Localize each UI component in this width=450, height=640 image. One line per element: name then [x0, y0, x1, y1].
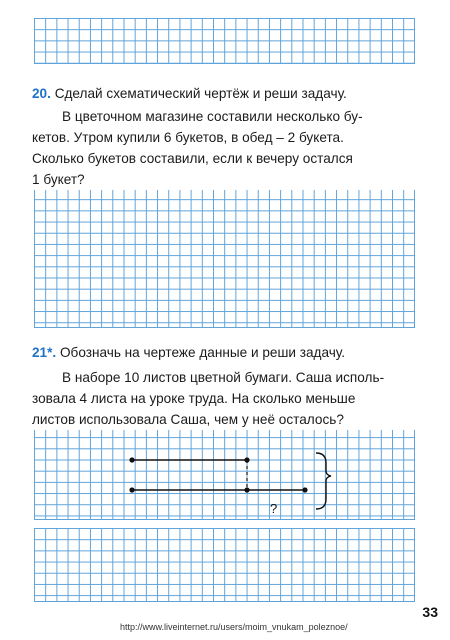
- task-20-line: кетов. Утром купили 6 букетов, в обед – 2 букета.: [32, 130, 344, 145]
- curly-brace: [316, 453, 331, 509]
- task-20-line: 1 букет?: [32, 172, 85, 187]
- segment-total-start-point: [129, 487, 134, 492]
- task-20-line: В цветочном магазине составили несколько бу-: [62, 109, 363, 124]
- task-21-heading: [32, 344, 420, 361]
- segment-diagram: [120, 433, 340, 523]
- task-21-line: зовала 4 листа на уроке труда. На сколько меньше: [32, 391, 356, 406]
- task-20-text: [32, 106, 420, 190]
- task-20-heading: [32, 85, 420, 102]
- question-mark: ?: [270, 501, 278, 516]
- task-20-number: 20.: [32, 86, 51, 101]
- task-21-number: 21*.: [32, 345, 57, 360]
- segment-total-end-point: [302, 487, 307, 492]
- watermark-url: http://www.liveinternet.ru/users/moim_vnukam_poleznoe/: [120, 622, 348, 632]
- task-21-text: [32, 367, 420, 430]
- segment-split-point: [244, 487, 249, 492]
- answer-grid-bottom: [34, 528, 415, 602]
- task-21-line: В наборе 10 листов цветной бумаги. Саша исполь-: [62, 370, 385, 385]
- page-number: 33: [422, 604, 438, 620]
- task-21-instruction: Обозначь на чертеже данные и реши задачу.: [59, 345, 345, 360]
- task-20-instruction: Сделай схематический чертёж и реши задачу.: [54, 86, 347, 101]
- answer-grid-task-20: [34, 188, 415, 328]
- answer-grid-top: [34, 18, 415, 64]
- segment-used-start-point: [129, 457, 134, 462]
- task-20-line: Сколько букетов составили, если к вечеру остался: [32, 151, 353, 166]
- task-21-line: листов использовала Саша, чем у неё осталось?: [32, 412, 344, 427]
